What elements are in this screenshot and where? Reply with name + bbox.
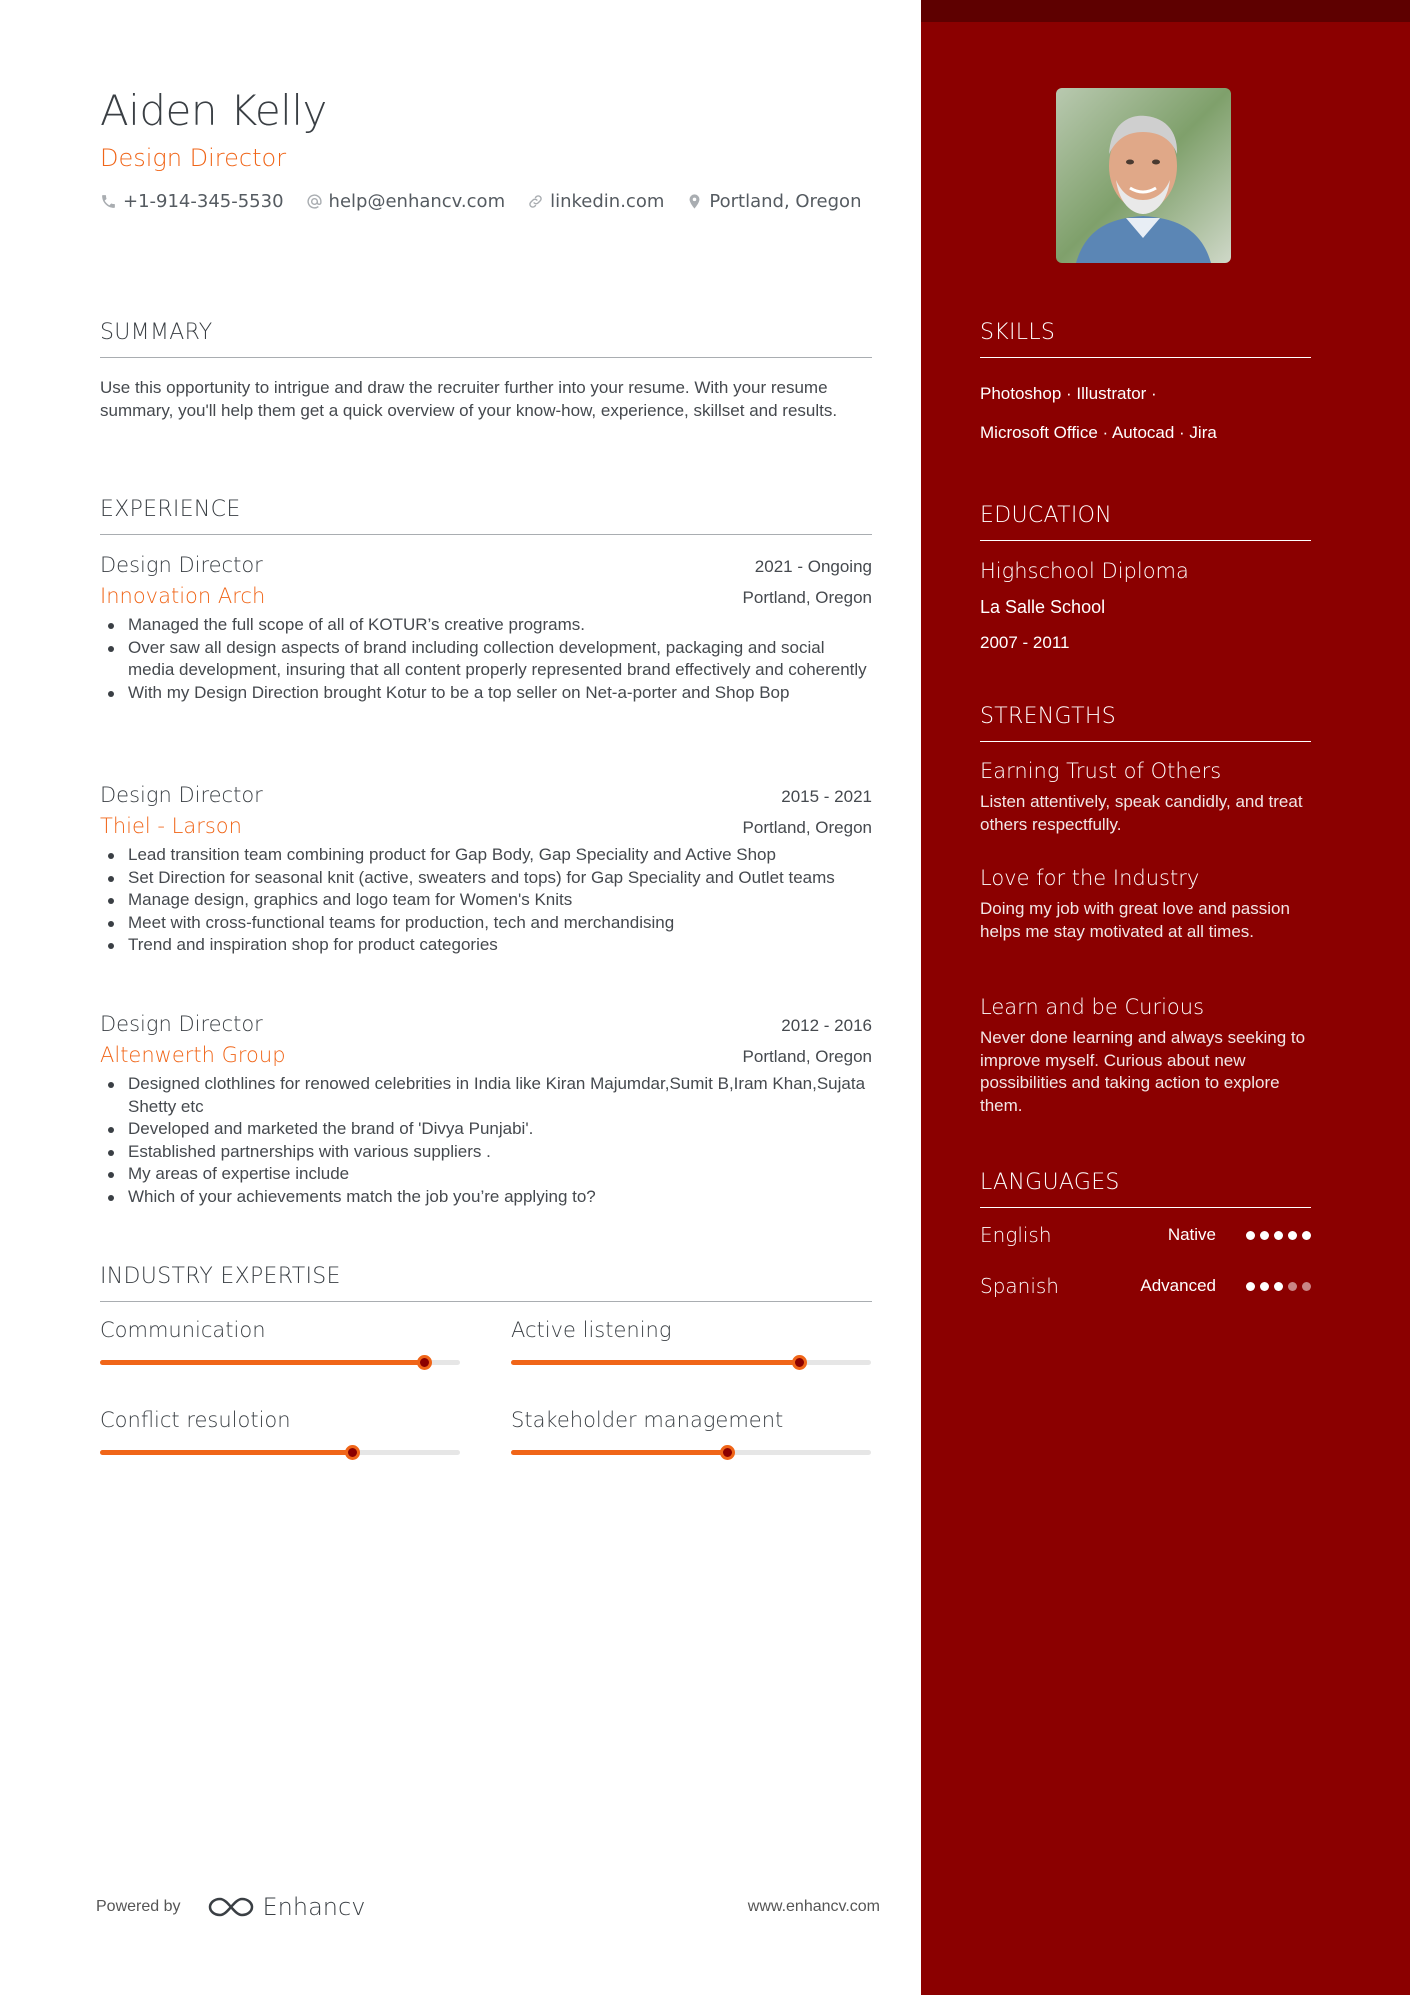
language-dot [1274, 1282, 1283, 1291]
skills-line: Photoshop · Illustrator · [980, 384, 1157, 403]
job-bullets [100, 844, 872, 957]
job-bullets [100, 614, 872, 704]
language-item [980, 1223, 1311, 1247]
job-bullet: Over saw all design aspects of brand including collection development, packaging and social media development, insuring that all content properly represented brand effectively and coherently [100, 637, 872, 682]
job-company: Innovation Arch [100, 584, 266, 608]
skills-line: Microsoft Office · Autocad · Jira [980, 423, 1217, 442]
job-entry [100, 1012, 872, 1208]
job-bullet: Established partnerships with various suppliers . [100, 1141, 872, 1164]
expertise-item [511, 1318, 871, 1365]
expertise-bar-fill [511, 1360, 799, 1365]
at-icon [306, 193, 323, 210]
location-pin-icon [686, 193, 703, 210]
expertise-bar-fill [100, 1450, 352, 1455]
language-level: Advanced [1140, 1276, 1216, 1295]
job-bullet: My areas of expertise include [100, 1163, 872, 1186]
job-dates: 2021 - Ongoing [754, 557, 872, 576]
expertise-name: Communication [100, 1318, 266, 1342]
email-text: help@enhancv.com [328, 191, 506, 212]
job-bullet: Which of your achievements match the job you’re applying to? [100, 1186, 872, 1209]
strength-title: Love for the Industry [980, 866, 1200, 890]
experience-heading: EXPERIENCE [100, 497, 872, 535]
job-role: Design Director [100, 783, 263, 807]
phone-icon [100, 193, 117, 210]
profile-photo [1056, 88, 1231, 263]
language-level: Native [1167, 1225, 1216, 1244]
job-bullet: Meet with cross-functional teams for production, tech and merchandising [100, 912, 872, 935]
expertise-bar-handle [345, 1445, 360, 1460]
linkedin-text: linkedin.com [550, 191, 665, 212]
expertise-bar-handle [417, 1355, 432, 1370]
education-dates: 2007 - 2011 [980, 633, 1070, 652]
profile-photo-image [1056, 88, 1231, 263]
job-company: Thiel - Larson [100, 814, 242, 838]
expertise-name: Conflict resulotion [100, 1408, 291, 1432]
job-dates: 2015 - 2021 [781, 787, 872, 806]
candidate-name: Aiden Kelly [100, 86, 327, 135]
language-dot [1246, 1282, 1255, 1291]
job-bullet: Set Direction for seasonal knit (active, sweaters and tops) for Gap Speciality and Outlet teams [100, 867, 872, 890]
strength-desc: Never done learning and always seeking to improve myself. Curious about new possibilities and taking action to explore them. [980, 1028, 1306, 1115]
languages-heading: LANGUAGES [980, 1170, 1311, 1208]
job-role: Design Director [100, 553, 263, 577]
expertise-name: Active listening [511, 1318, 672, 1342]
expertise-bar [100, 1360, 460, 1365]
summary-heading: SUMMARY [100, 320, 872, 358]
sidebar-top-band [921, 0, 1410, 22]
job-bullets [100, 1073, 872, 1208]
job-bullet: With my Design Direction brought Kotur to be a top seller on Net-a-porter and Shop Bop [100, 682, 872, 705]
expertise-item [100, 1408, 460, 1455]
language-dot [1288, 1231, 1297, 1240]
job-entry [100, 553, 872, 704]
strength-title: Earning Trust of Others [980, 759, 1222, 783]
candidate-title: Design Director [100, 144, 287, 172]
strength-desc: Listen attentively, speak candidly, and treat others respectfully. [980, 792, 1303, 834]
language-name: English [980, 1223, 1052, 1247]
job-bullet: Trend and inspiration shop for product categories [100, 934, 872, 957]
skills-heading: SKILLS [980, 320, 1311, 358]
enhancv-infinity-icon [207, 1895, 255, 1919]
strength-desc: Doing my job with great love and passion helps me stay motivated at all times. [980, 899, 1290, 941]
job-bullet: Developed and marketed the brand of 'Divya Punjabi'. [100, 1118, 872, 1141]
powered-by-label: Powered by [96, 1898, 181, 1915]
expertise-item [100, 1318, 460, 1365]
job-bullet: Managed the full scope of all of KOTUR’s creative programs. [100, 614, 872, 637]
language-dot [1302, 1231, 1311, 1240]
job-bullet: Manage design, graphics and logo team for Women's Knits [100, 889, 872, 912]
language-dot [1246, 1231, 1255, 1240]
summary-text: Use this opportunity to intrigue and draw the recruiter further into your resume. With your resume summary, you'll help them get a quick overview of your know-how, experience, skillset and results. [100, 378, 838, 420]
contact-phone[interactable] [100, 191, 284, 212]
footer [96, 1893, 880, 1921]
strength-item [980, 866, 1311, 943]
job-role: Design Director [100, 1012, 263, 1036]
job-location: Portland, Oregon [742, 1047, 872, 1066]
language-dot [1260, 1282, 1269, 1291]
powered-by [96, 1893, 365, 1921]
job-bullet: Lead transition team combining product for Gap Body, Gap Speciality and Active Shop [100, 844, 872, 867]
sidebar [921, 0, 1410, 1995]
strength-title: Learn and be Curious [980, 995, 1205, 1019]
language-dots [1246, 1231, 1311, 1240]
contact-row [100, 191, 861, 212]
expertise-name: Stakeholder management [511, 1408, 784, 1432]
contact-location [686, 191, 861, 212]
phone-text: +1-914-345-5530 [123, 191, 284, 212]
language-dots [1246, 1282, 1311, 1291]
strengths-heading: STRENGTHS [980, 704, 1311, 742]
brand-name: Enhancv [262, 1893, 366, 1921]
job-entry [100, 783, 872, 957]
expertise-bar-handle [720, 1445, 735, 1460]
link-icon [527, 193, 544, 210]
contact-linkedin[interactable] [527, 191, 664, 212]
contact-email[interactable] [306, 191, 506, 212]
language-name: Spanish [980, 1274, 1059, 1298]
skills-list [980, 374, 1311, 452]
language-dot [1302, 1282, 1311, 1291]
language-dot [1288, 1282, 1297, 1291]
job-location: Portland, Oregon [742, 818, 872, 837]
expertise-bar [511, 1360, 871, 1365]
education-heading: EDUCATION [980, 503, 1311, 541]
expertise-bar-handle [792, 1355, 807, 1370]
brand-logo[interactable] [207, 1893, 366, 1921]
location-text: Portland, Oregon [709, 191, 862, 212]
language-dot [1274, 1231, 1283, 1240]
expertise-heading: INDUSTRY EXPERTISE [100, 1264, 872, 1302]
strength-item [980, 759, 1311, 836]
job-location: Portland, Oregon [742, 588, 872, 607]
job-bullet: Designed clothlines for renowed celebrities in India like Kiran Majumdar,Sumit B,Iram Khan,Sujata Shetty etc [100, 1073, 872, 1118]
job-company: Altenwerth Group [100, 1043, 286, 1067]
footer-site-link[interactable]: www.enhancv.com [747, 1898, 880, 1915]
language-item [980, 1274, 1311, 1298]
job-dates: 2012 - 2016 [781, 1016, 872, 1035]
education-degree: Highschool Diploma [980, 559, 1189, 583]
expertise-item [511, 1408, 871, 1455]
expertise-bar [511, 1450, 871, 1455]
strength-item [980, 995, 1311, 1117]
education-school: La Salle School [980, 597, 1106, 617]
expertise-bar-fill [511, 1450, 727, 1455]
language-dot [1260, 1231, 1269, 1240]
expertise-bar [100, 1450, 460, 1455]
expertise-bar-fill [100, 1360, 424, 1365]
